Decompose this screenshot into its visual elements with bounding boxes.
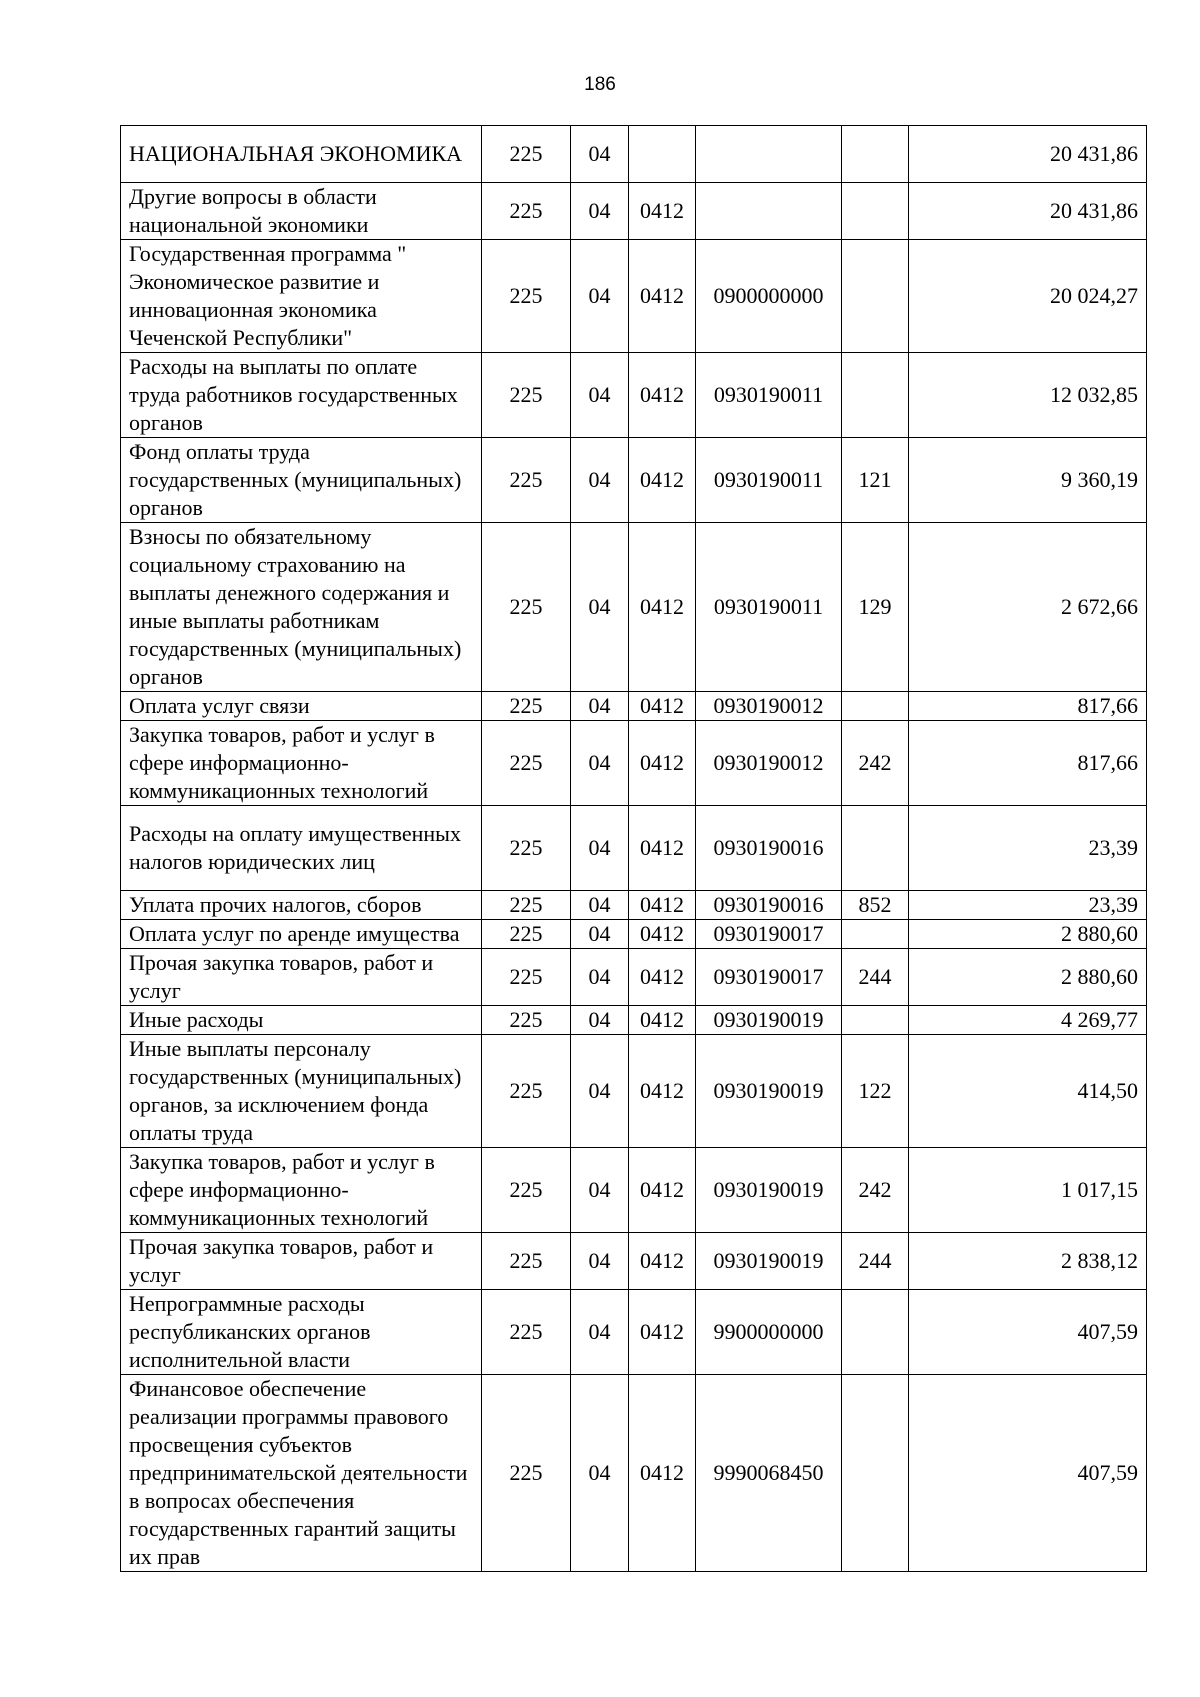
department-code: 225 [482,1290,571,1375]
subsection-code: 0412 [629,240,696,353]
amount: 2 880,60 [909,920,1147,949]
table-row [121,891,1147,920]
table-row [121,692,1147,721]
target-article-code: 0930190012 [696,721,842,806]
budget-table [120,125,1147,1572]
expense-name: Закупка товаров, работ и услуг в сфере информационно-коммуникационных технологий [121,721,482,806]
subsection-code: 0412 [629,692,696,721]
department-code: 225 [482,438,571,523]
section-code: 04 [571,1290,629,1375]
subsection-code: 0412 [629,1290,696,1375]
subsection-code: 0412 [629,1233,696,1290]
target-article-code: 0930190017 [696,949,842,1006]
subsection-code: 0412 [629,1006,696,1035]
expense-type-code: 852 [842,891,909,920]
section-code: 04 [571,1148,629,1233]
amount: 12 032,85 [909,353,1147,438]
table-row [121,240,1147,353]
department-code: 225 [482,183,571,240]
section-code: 04 [571,891,629,920]
department-code: 225 [482,240,571,353]
section-code: 04 [571,183,629,240]
table-row [121,1290,1147,1375]
expense-name: Прочая закупка товаров, работ и услуг [121,949,482,1006]
department-code: 225 [482,126,571,183]
department-code: 225 [482,1375,571,1572]
target-article-code: 0930190019 [696,1035,842,1148]
table-row [121,721,1147,806]
target-article-code: 0930190019 [696,1233,842,1290]
expense-type-code [842,183,909,240]
department-code: 225 [482,1148,571,1233]
subsection-code: 0412 [629,920,696,949]
expense-type-code [842,240,909,353]
expense-name: Прочая закупка товаров, работ и услуг [121,1233,482,1290]
department-code: 225 [482,806,571,891]
expense-name: Закупка товаров, работ и услуг в сфере информационно-коммуникационных технологий [121,1148,482,1233]
subsection-code: 0412 [629,1035,696,1148]
expense-name: Другие вопросы в области национальной экономики [121,183,482,240]
expense-type-code: 244 [842,949,909,1006]
expense-name: Оплата услуг по аренде имущества [121,920,482,949]
amount: 2 672,66 [909,523,1147,692]
subsection-code: 0412 [629,438,696,523]
expense-name: НАЦИОНАЛЬНАЯ ЭКОНОМИКА [121,126,482,183]
expense-type-code: 129 [842,523,909,692]
department-code: 225 [482,721,571,806]
department-code: 225 [482,353,571,438]
section-code: 04 [571,1006,629,1035]
expense-name: Иные расходы [121,1006,482,1035]
amount: 9 360,19 [909,438,1147,523]
amount: 20 024,27 [909,240,1147,353]
amount: 23,39 [909,891,1147,920]
expense-name: Фонд оплаты труда государственных (муниципальных) органов [121,438,482,523]
expense-type-code [842,126,909,183]
section-code: 04 [571,1233,629,1290]
table-row [121,183,1147,240]
section-code: 04 [571,126,629,183]
section-code: 04 [571,806,629,891]
amount: 23,39 [909,806,1147,891]
expense-name: Расходы на оплату имущественных налогов юридических лиц [121,806,482,891]
subsection-code: 0412 [629,949,696,1006]
table-row [121,1233,1147,1290]
subsection-code: 0412 [629,891,696,920]
table-row [121,438,1147,523]
amount: 20 431,86 [909,126,1147,183]
amount: 407,59 [909,1375,1147,1572]
target-article-code: 0930190011 [696,353,842,438]
amount: 1 017,15 [909,1148,1147,1233]
expense-type-code: 244 [842,1233,909,1290]
expense-name: Взносы по обязательному социальному страхованию на выплаты денежного содержания и иные выплаты работникам государственных (муниципальных) органов [121,523,482,692]
target-article-code: 9900000000 [696,1290,842,1375]
amount: 817,66 [909,721,1147,806]
amount: 407,59 [909,1290,1147,1375]
target-article-code: 0930190016 [696,891,842,920]
expense-type-code [842,806,909,891]
subsection-code: 0412 [629,1375,696,1572]
target-article-code: 0930190019 [696,1148,842,1233]
expense-type-code: 242 [842,721,909,806]
section-code: 04 [571,692,629,721]
target-article-code: 0930190011 [696,438,842,523]
target-article-code: 0930190012 [696,692,842,721]
department-code: 225 [482,949,571,1006]
expense-type-code [842,920,909,949]
section-code: 04 [571,721,629,806]
table-row [121,949,1147,1006]
expense-name: Государственная программа " Экономическое развитие и инновационная экономика Чеченской Республики" [121,240,482,353]
department-code: 225 [482,1233,571,1290]
expense-type-code [842,1290,909,1375]
target-article-code: 0930190019 [696,1006,842,1035]
subsection-code: 0412 [629,183,696,240]
table-row [121,523,1147,692]
amount: 20 431,86 [909,183,1147,240]
subsection-code: 0412 [629,806,696,891]
table-row [121,806,1147,891]
expense-type-code [842,692,909,721]
expense-type-code: 242 [842,1148,909,1233]
department-code: 225 [482,523,571,692]
amount: 4 269,77 [909,1006,1147,1035]
expense-name: Непрограммные расходы республиканских органов исполнительной власти [121,1290,482,1375]
expense-type-code: 122 [842,1035,909,1148]
section-code: 04 [571,438,629,523]
subsection-code: 0412 [629,1148,696,1233]
section-code: 04 [571,1035,629,1148]
target-article-code: 0930190016 [696,806,842,891]
expense-type-code [842,1375,909,1572]
section-code: 04 [571,949,629,1006]
subsection-code: 0412 [629,523,696,692]
amount: 414,50 [909,1035,1147,1148]
section-code: 04 [571,1375,629,1572]
expense-name: Иные выплаты персоналу государственных (муниципальных) органов, за исключением фонда оплаты труда [121,1035,482,1148]
department-code: 225 [482,891,571,920]
department-code: 225 [482,1006,571,1035]
department-code: 225 [482,692,571,721]
target-article-code: 0930190017 [696,920,842,949]
section-code: 04 [571,523,629,692]
table-row [121,353,1147,438]
target-article-code [696,183,842,240]
section-code: 04 [571,240,629,353]
department-code: 225 [482,920,571,949]
section-code: 04 [571,353,629,438]
target-article-code: 0900000000 [696,240,842,353]
amount: 2 880,60 [909,949,1147,1006]
target-article-code [696,126,842,183]
expense-type-code [842,1006,909,1035]
expense-type-code: 121 [842,438,909,523]
table-row [121,1148,1147,1233]
amount: 817,66 [909,692,1147,721]
subsection-code: 0412 [629,353,696,438]
expense-name: Финансовое обеспечение реализации программы правового просвещения субъектов предпринимательской деятельности в вопросах обеспечения государственных гарантий защиты их прав [121,1375,482,1572]
target-article-code: 9990068450 [696,1375,842,1572]
department-code: 225 [482,1035,571,1148]
table-row [121,1375,1147,1572]
table-row [121,1006,1147,1035]
expense-name: Уплата прочих налогов, сборов [121,891,482,920]
table-row [121,920,1147,949]
subsection-code [629,126,696,183]
table-row [121,126,1147,183]
subsection-code: 0412 [629,721,696,806]
page-number: 186 [584,74,616,95]
section-code: 04 [571,920,629,949]
amount: 2 838,12 [909,1233,1147,1290]
table-row [121,1035,1147,1148]
target-article-code: 0930190011 [696,523,842,692]
expense-type-code [842,353,909,438]
expense-name: Расходы на выплаты по оплате труда работников государственных органов [121,353,482,438]
expense-name: Оплата услуг связи [121,692,482,721]
